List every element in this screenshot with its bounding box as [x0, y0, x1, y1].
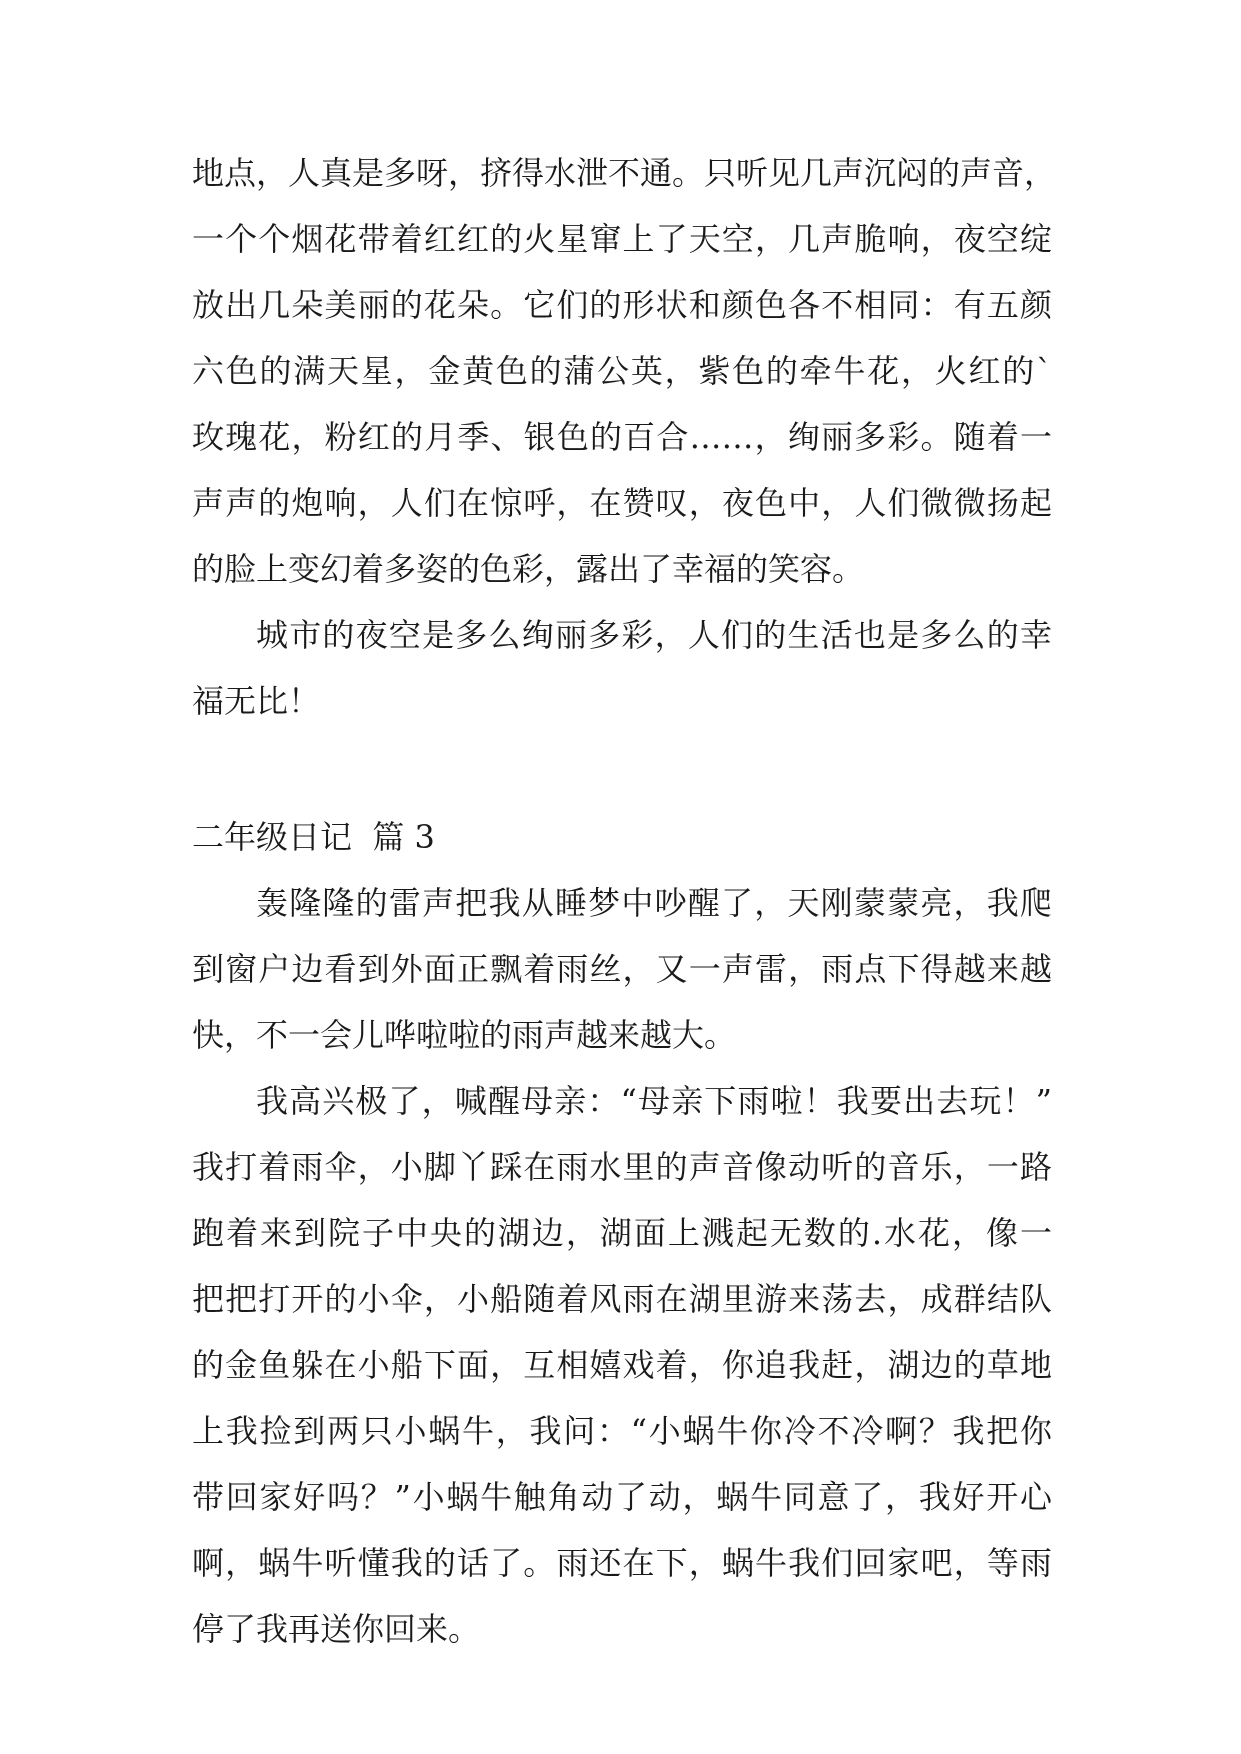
section-spacer — [192, 734, 1052, 800]
text-line: 玫瑰花，粉红的月季、银色的百合……，绚丽多彩。随着一 — [192, 418, 1052, 456]
text-line: 跑着来到院子中央的湖边，湖面上溅起无数的.水花，像一 — [192, 1214, 1052, 1252]
text-line: 福无比！ — [192, 682, 321, 720]
text-line: 的金鱼躲在小船下面，互相嬉戏着，你追我赶，湖边的草地 — [192, 1346, 1052, 1384]
text-line: 停了我再送你回来。 — [192, 1610, 481, 1648]
text-line: 地点，人真是多呀，挤得水泄不通。只听见几声沉闷的声音， — [192, 154, 1057, 192]
paragraph-rain-play — [192, 1068, 1052, 1662]
text-line: 带回家好吗？”小蜗牛触角动了动，蜗牛同意了，我好开心 — [192, 1478, 1052, 1516]
text-line: 上我捡到两只小蜗牛，我问：“小蜗牛你冷不冷啊？我把你 — [192, 1412, 1052, 1450]
paragraph-fireworks — [192, 140, 1057, 602]
text-line: 我高兴极了，喊醒母亲：“母亲下雨啦！我要出去玩！” — [256, 1082, 1052, 1120]
section-heading: 二年级日记 篇 3 — [192, 818, 435, 856]
text-line: 一个个烟花带着红红的火星窜上了天空，几声脆响，夜空绽 — [192, 220, 1052, 258]
text-line: 我打着雨伞，小脚丫踩在雨水里的声音像动听的音乐，一路 — [192, 1148, 1052, 1186]
document-page — [192, 140, 1057, 1662]
text-line: 到窗户边看到外面正飘着雨丝，又一声雷，雨点下得越来越 — [192, 950, 1052, 988]
text-line: 轰隆隆的雷声把我从睡梦中吵醒了，天刚蒙蒙亮，我爬 — [256, 884, 1052, 922]
paragraph-closing — [192, 602, 1052, 734]
text-line: 啊，蜗牛听懂我的话了。雨还在下，蜗牛我们回家吧，等雨 — [192, 1544, 1052, 1582]
text-line: 城市的夜空是多么绚丽多彩，人们的生活也是多么的幸 — [256, 616, 1052, 654]
text-line: 的脸上变幻着多姿的色彩，露出了幸福的笑容。 — [192, 550, 865, 588]
text-line: 六色的满天星，金黄色的蒲公英，紫色的牵牛花，火红的` — [192, 352, 1052, 390]
text-line: 把把打开的小伞，小船随着风雨在湖里游来荡去，成群结队 — [192, 1280, 1052, 1318]
text-line: 放出几朵美丽的花朵。它们的形状和颜色各不相同：有五颜 — [192, 286, 1052, 324]
paragraph-thunder — [192, 870, 1052, 1068]
text-line: 声声的炮响，人们在惊呼，在赞叹，夜色中，人们微微扬起 — [192, 484, 1052, 522]
text-line: 快，不一会儿哗啦啦的雨声越来越大。 — [192, 1016, 737, 1054]
